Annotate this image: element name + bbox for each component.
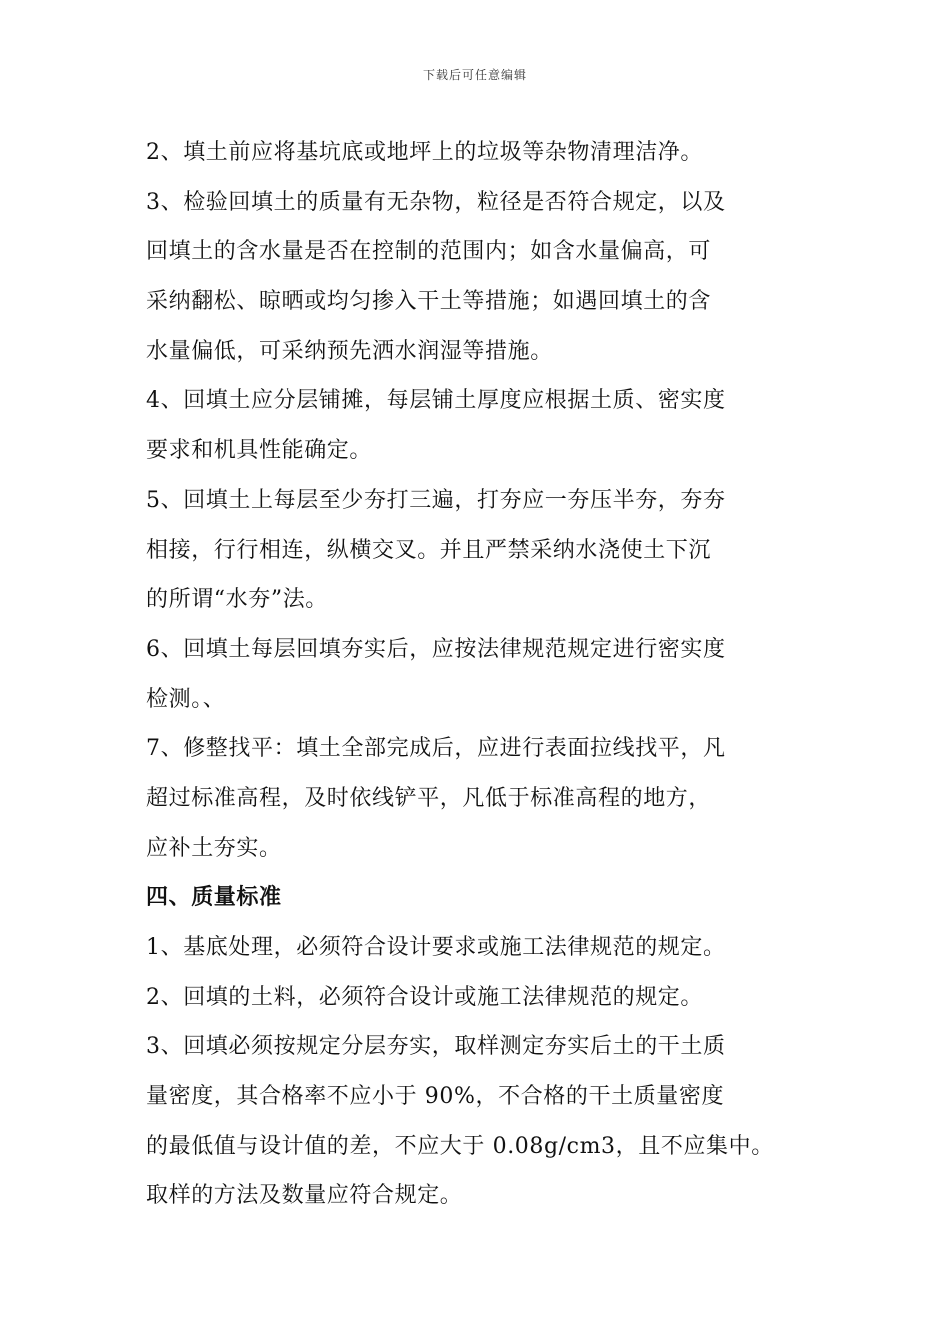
text-line: 要求和机具性能确定。 [146,438,373,464]
text-line: 的最低值与设计值的差，不应大于 0.08g/cm3，且不应集中。 [146,1133,774,1159]
text-line: 7、修整找平：填土全部完成后，应进行表面拉线找平，凡 [146,736,726,762]
text-line: 1、基底处理，必须符合设计要求或施工法律规范的规定。 [146,935,726,960]
text-line: 检测。、 [146,686,226,712]
text-line: 应补土夯实。 [146,835,282,861]
text-line: 采纳翻松、晾晒或均匀掺入干土等措施；如遇回填土的含 [146,289,712,315]
document-body [146,128,826,1221]
text-line: 4、回填土应分层铺摊，每层铺土厚度应根据土质、密实度 [146,388,726,414]
text-line: 2、填土前应将基坑底或地坪上的垃圾等杂物清理洁净。 [146,140,703,165]
text-line: 水量偏低，可采纳预先洒水润湿等措施。 [146,338,553,364]
text-line: 5、回填土上每层至少夯打三遍，打夯应一夯压半夯，夯夯 [146,487,726,513]
text-line: 取样的方法及数量应符合规定。 [146,1183,463,1209]
page-header: 下载后可任意编辑 [422,68,527,82]
text-line: 6、回填土每层回填夯实后，应按法律规范规定进行密实度 [146,636,726,662]
text-line: 量密度，其合格率不应小于 90%，不合格的干土质量密度 [146,1084,725,1110]
text-line: 相接，行行相连，纵横交叉。并且严禁采纳水浇使土下沉 [146,537,712,563]
text-line: 超过标准高程，及时依线铲平，凡低于标准高程的地方， [146,785,712,811]
text-line: 的所谓“水夯”法。 [146,587,328,613]
section-heading: 四、质量标准 [146,884,282,911]
text-line: 2、回填的土料，必须符合设计或施工法律规范的规定。 [146,984,703,1010]
text-line: 3、检验回填土的质量有无杂物，粒径是否符合规定，以及 [146,189,726,215]
text-line: 回填土的含水量是否在控制的范围内；如含水量偏高，可 [146,239,712,265]
text-line: 3、回填必须按规定分层夯实，取样测定夯实后土的干土质 [146,1034,726,1060]
